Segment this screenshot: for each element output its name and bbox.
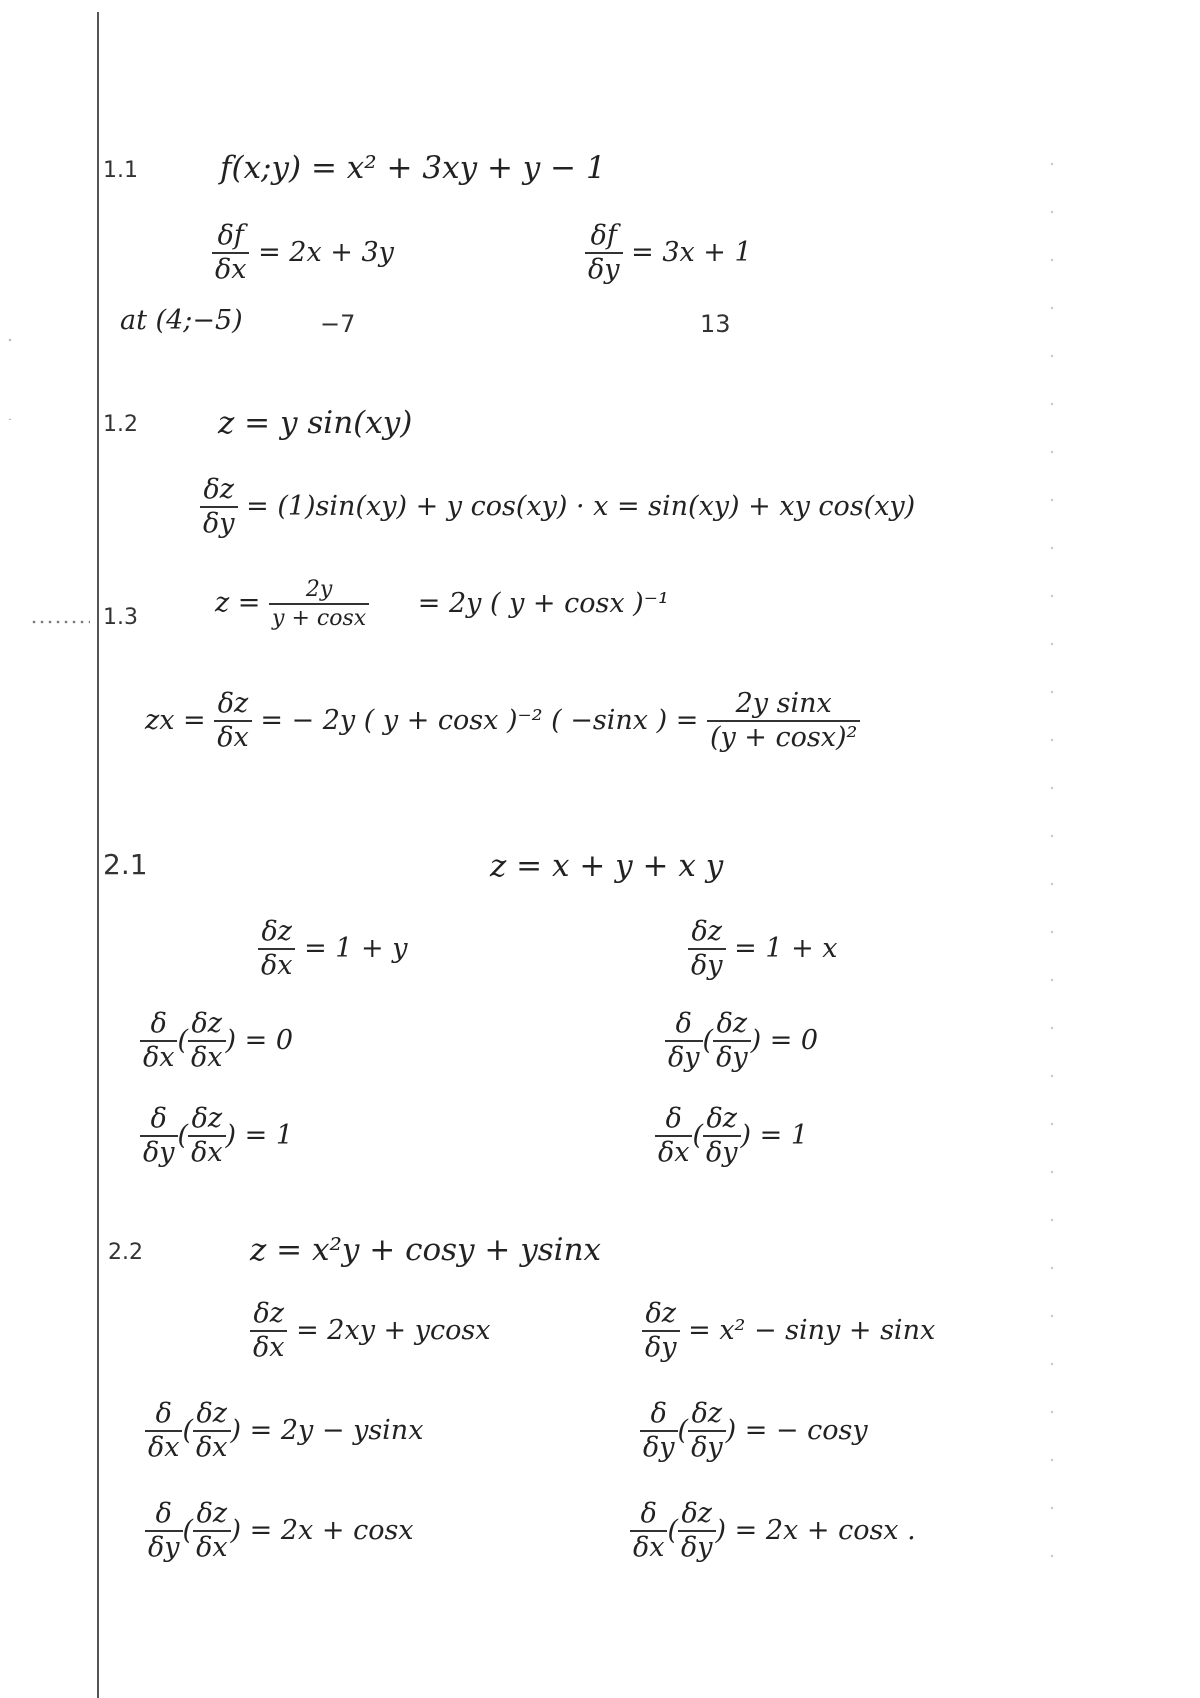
partial-z-y-2-1: $\frac{\delta z}{\delta y}$ = 1 + x xyxy=(688,918,838,981)
margin-line xyxy=(97,12,99,1698)
partial-f-y-1-1: $\frac{\delta f}{\delta y}$ = 3x + 1 xyxy=(585,222,752,285)
second-partial-yy-2-2: $\frac{\delta}{\delta y}$ ( $\frac{\delta z}{\delta y}$ ) = − cosy xyxy=(640,1400,868,1463)
partial-f-x-1-1: $\frac{\delta f}{\delta x}$ = 2x + 3y xyxy=(212,222,394,285)
problem-label-1-1: 1.1 xyxy=(103,158,138,183)
second-partial-xy-2-2: $\frac{\delta}{\delta x}$ ( $\frac{\delta z}{\delta y}$ ) = 2x + cosx . xyxy=(630,1500,916,1563)
partial-z-y-2-2: $\frac{\delta z}{\delta y}$ = x² − siny + sinx xyxy=(642,1300,935,1363)
second-partial-yx-2-2: $\frac{\delta}{\delta y}$ ( $\frac{\delta z}{\delta x}$ ) = 2x + cosx xyxy=(145,1500,414,1563)
partial-z-y-1-2: $\frac{\delta z}{\delta y}$ = (1)sin(xy) + y cos(xy) · x = sin(xy) + xy cos(xy) xyxy=(200,476,915,539)
function-1-1: f(x;y) = x² + 3xy + y − 1 xyxy=(220,150,606,186)
scan-dots-left xyxy=(0,300,20,420)
problem-label-1-2: 1.2 xyxy=(103,412,138,437)
function-1-2: z = y sin(xy) xyxy=(218,405,413,441)
function-1-3: z = $\frac{2y}{y + \cos x}$ = 2y ( y + cosx )⁻¹ xyxy=(215,577,669,632)
partial-z-x-1-3: zx = $\frac{\delta z}{\delta x}$ = − 2y ( y + cosx )⁻² ( −sinx ) = $\frac{\text{2y sinx}}{\text{(y + cosx)²}}$ xyxy=(145,690,860,753)
function-2-1: z = x + y + x y xyxy=(490,848,724,884)
evaluation-point-1-1: at (4;−5) xyxy=(120,305,243,336)
second-partial-xx-2-2: $\frac{\delta}{\delta x}$ ( $\frac{\delta z}{\delta x}$ ) = 2y − ysinx xyxy=(145,1400,423,1463)
second-partial-xx-2-1: $\frac{\delta}{\delta x}$ ( $\frac{\delta z}{\delta x}$ ) = 0 xyxy=(140,1010,293,1073)
partial-z-x-2-1: $\frac{\delta z}{\delta x}$ = 1 + y xyxy=(258,918,408,981)
scan-dots-right xyxy=(1050,140,1054,1600)
problem-label-1-3: 1.3 xyxy=(103,605,138,630)
second-partial-xy-2-1: $\frac{\delta}{\delta x}$ ( $\frac{\delta z}{\delta y}$ ) = 1 xyxy=(655,1105,808,1168)
partial-z-x-2-2: $\frac{\delta z}{\delta x}$ = 2xy + ycosx xyxy=(250,1300,490,1363)
scan-stray-dots xyxy=(30,620,90,624)
function-2-2: z = x²y + cosy + ysinx xyxy=(250,1232,602,1268)
problem-label-2-2: 2.2 xyxy=(108,1240,143,1265)
second-partial-yx-2-1: $\frac{\delta}{\delta y}$ ( $\frac{\delta z}{\delta x}$ ) = 1 xyxy=(140,1105,293,1168)
second-partial-yy-2-1: $\frac{\delta}{\delta y}$ ( $\frac{\delta z}{\delta y}$ ) = 0 xyxy=(665,1010,818,1073)
value-fx-1-1: −7 xyxy=(320,310,356,338)
problem-label-2-1: 2.1 xyxy=(103,848,148,881)
value-fy-1-1: 13 xyxy=(700,310,731,338)
